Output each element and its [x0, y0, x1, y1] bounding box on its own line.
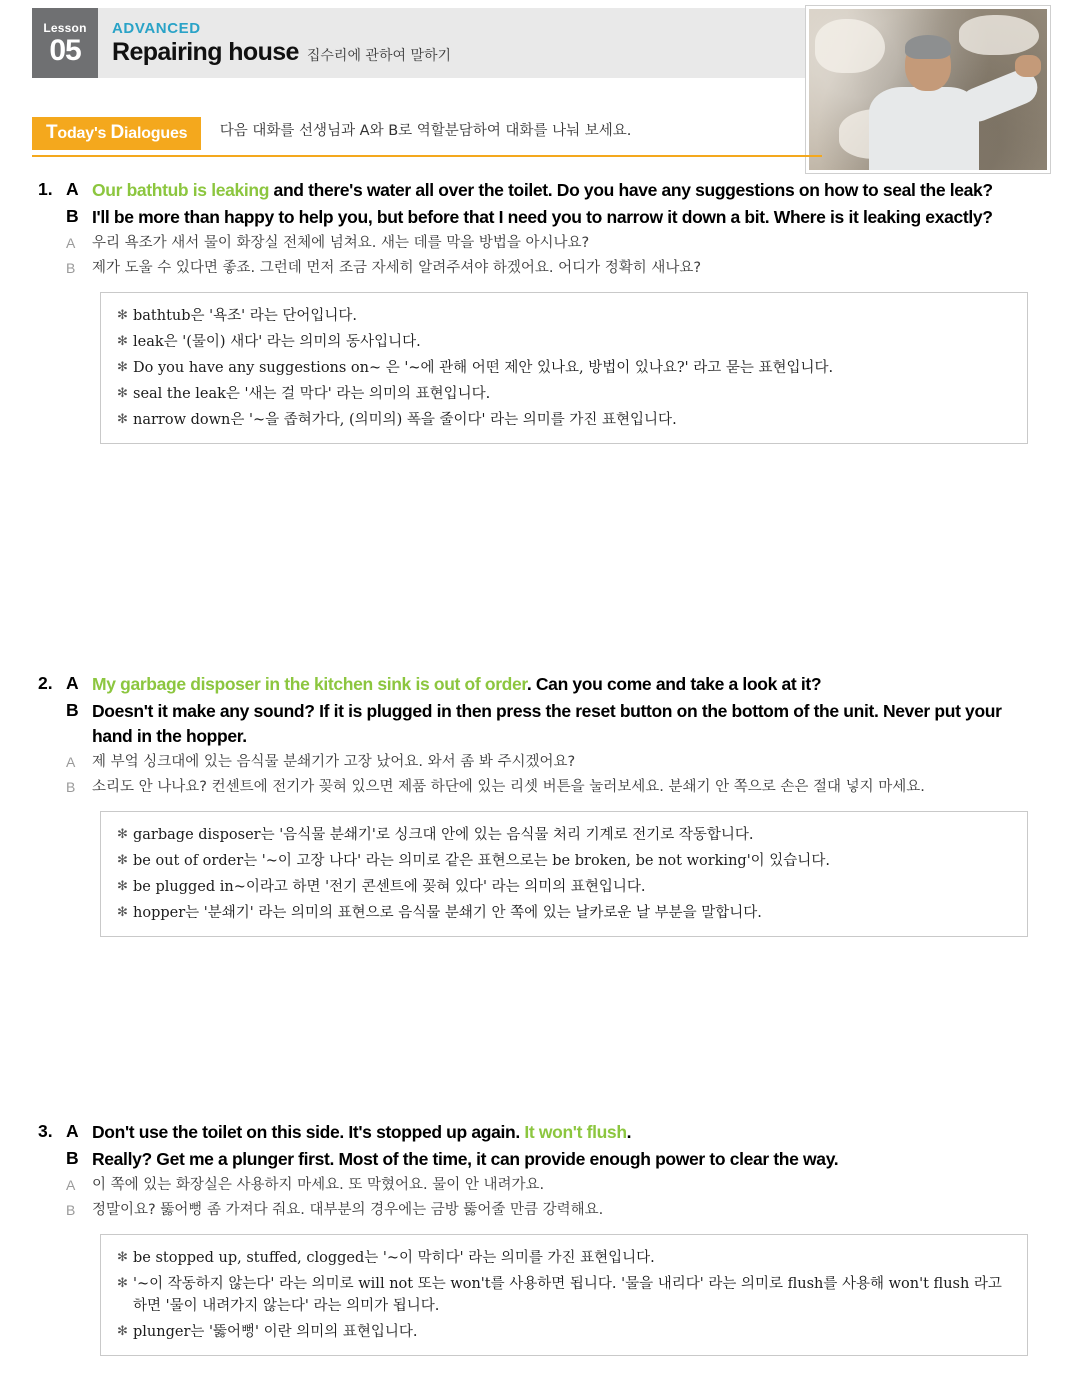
- dialogue-english-b: Really? Get me a plunger first. Most of the time, it can provide enough power to clear the way.: [92, 1149, 839, 1169]
- asterisk-icon: ✻: [117, 853, 128, 868]
- note-item: [117, 902, 1011, 924]
- level-label: ADVANCED: [112, 19, 201, 37]
- speaker-label-a: A: [66, 1121, 79, 1141]
- asterisk-icon: ✻: [117, 308, 128, 323]
- dialogue-line-a: [38, 178, 1044, 203]
- note-text: seal the leak은 '새는 걸 막다' 라는 의미의 표현입니다.: [133, 386, 491, 402]
- photo-plaster-patch: [815, 19, 885, 73]
- notes-box: [100, 811, 1028, 937]
- speaker-label-b: B: [66, 700, 79, 720]
- note-item: [117, 305, 1011, 327]
- note-item: [117, 357, 1011, 379]
- note-item: [117, 876, 1011, 898]
- dialogue-korean-b: 정말이요? 뚫어뻥 좀 가져다 줘요. 대부분의 경우에는 금방 뚫어줄 만큼 강력해요.: [92, 1202, 604, 1218]
- note-text: Do you have any suggestions on~ 은 '~에 관해 어떤 제안 있나요, 방법이 있나요?' 라고 묻는 표현입니다.: [133, 360, 834, 376]
- speaker-label-b: B: [66, 1148, 79, 1168]
- note-text: leak은 '(물이) 새다' 라는 의미의 동사입니다.: [133, 334, 421, 350]
- dialogue-english-a: [92, 672, 1044, 697]
- dialogue-block-1: [38, 178, 1044, 444]
- note-text: bathtub은 '욕조' 라는 단어입니다.: [133, 308, 358, 324]
- note-item: [117, 824, 1011, 846]
- todays-dialogues-section: [32, 117, 822, 157]
- speaker-label-b: B: [66, 206, 79, 226]
- note-text: plunger는 '뚫어뻥' 이란 의미의 표현입니다.: [133, 1324, 418, 1340]
- asterisk-icon: ✻: [117, 412, 128, 427]
- dialogue-korean-line-b: [38, 1200, 1044, 1222]
- note-text: be plugged in~이라고 하면 '전기 콘센트에 꽂혀 있다' 라는 의미의 표현입니다.: [133, 879, 646, 895]
- dialogue-english-a: [92, 1120, 1044, 1145]
- speaker-label-a-korean: A: [66, 235, 76, 251]
- dialogue-korean-b: 소리도 안 나나요? 컨센트에 전기가 꽂혀 있으면 제품 하단에 있는 리셋 버튼을 눌러보세요. 분쇄기 안 쪽으로 손은 절대 넣지 마세요.: [92, 779, 925, 795]
- speaker-label-b-korean: B: [66, 779, 76, 795]
- note-item: [117, 409, 1011, 431]
- asterisk-icon: ✻: [117, 386, 128, 401]
- asterisk-icon: ✻: [117, 360, 128, 375]
- speaker-label-a: A: [66, 179, 79, 199]
- speaker-label-b-korean: B: [66, 1202, 76, 1218]
- section-divider: [32, 155, 822, 157]
- highlighted-phrase: Our bathtub is leaking: [92, 180, 270, 200]
- dialogue-number: 3.: [38, 1121, 53, 1141]
- dialogue-english-a: [92, 178, 1044, 203]
- photo-person-hand: [1015, 55, 1041, 77]
- note-text: '~이 작동하지 않는다' 라는 의미로 will not 또는 won't를 사용하면 됩니다. '물을 내리다' 라는 의미로 flush를 사용해 won't flush 라고 하면 '물이 내려가지 않는다' 라는 의미가 됩니다.: [133, 1276, 1002, 1314]
- section-instruction: 다음 대화를 선생님과 A와 B로 역할분담하여 대화를 나눠 보세요.: [219, 123, 632, 139]
- dialogue-line-b: [38, 205, 1044, 230]
- note-item: [117, 383, 1011, 405]
- note-text: hopper는 '분쇄기' 라는 의미의 표현으로 음식물 분쇄기 안 쪽에 있는 날카로운 날 부분을 말합니다.: [133, 905, 762, 921]
- dialogue-korean-line-a: [38, 1175, 1044, 1197]
- page-title: Repairing house: [112, 37, 299, 66]
- photo-person-body: [869, 87, 979, 172]
- lesson-word: Lesson: [43, 21, 87, 35]
- dialogue-text-rest: and there's water all over the toilet. Do you have any suggestions on how to seal the leak?: [269, 180, 993, 200]
- header-text: [98, 8, 822, 78]
- dialogue-korean-a: 우리 욕조가 새서 물이 화장실 전체에 넘쳐요. 새는 데를 막을 방법을 아시나요?: [92, 235, 590, 251]
- dialogue-block-3: [38, 1120, 1044, 1356]
- speaker-label-b-korean: B: [66, 260, 76, 276]
- dialogue-line-a: [38, 1120, 1044, 1145]
- lesson-number: 05: [49, 34, 81, 67]
- lesson-number-box: [32, 8, 98, 78]
- asterisk-icon: ✻: [117, 1276, 128, 1291]
- note-item: [117, 1247, 1011, 1269]
- photo-plaster-patch: [959, 15, 1039, 55]
- page-title-korean: 집수리에 관하여 말하기: [306, 47, 452, 64]
- note-item: [117, 331, 1011, 353]
- note-item: [117, 850, 1011, 872]
- dialogue-block-2: [38, 672, 1044, 937]
- note-item: [117, 1321, 1011, 1343]
- tag-today: oday's: [57, 125, 111, 142]
- note-text: garbage disposer는 '음식물 분쇄기'로 싱크대 안에 있는 음식물 처리 기계로 전기로 작동합니다.: [133, 827, 754, 843]
- speaker-label-a-korean: A: [66, 1177, 76, 1193]
- asterisk-icon: ✻: [117, 905, 128, 920]
- asterisk-icon: ✻: [117, 1250, 128, 1265]
- note-text: be out of order는 '~이 고장 나다' 라는 의미로 같은 표현으로는 be broken, be not working'이 있습니다.: [133, 853, 830, 869]
- dialogue-korean-line-a: [38, 233, 1044, 255]
- dialogue-text-rest: .: [626, 1122, 632, 1142]
- dialogue-number: 1.: [38, 179, 53, 199]
- note-item: [117, 1273, 1011, 1317]
- lesson-photo: [806, 6, 1050, 173]
- highlighted-phrase: My garbage disposer in the kitchen sink is out of order: [92, 674, 527, 694]
- photo-person-hair: [905, 35, 951, 59]
- dialogue-line-b: [38, 1147, 1044, 1172]
- lesson-header: [32, 8, 822, 78]
- asterisk-icon: ✻: [117, 1324, 128, 1339]
- dialogue-line-b: [38, 699, 1044, 749]
- note-text: be stopped up, stuffed, clogged는 '~이 막히다' 라는 의미를 가진 표현입니다.: [133, 1250, 655, 1266]
- tag-letter-t: T: [46, 122, 58, 143]
- dialogue-korean-b: 제가 도울 수 있다면 좋죠. 그런데 먼저 조금 자세히 알려주셔야 하겠어요. 어디가 정확히 새나요?: [92, 260, 702, 276]
- speaker-label-a: A: [66, 673, 79, 693]
- dialogue-korean-line-a: [38, 752, 1044, 774]
- dialogue-korean-a: 제 부엌 싱크대에 있는 음식물 분쇄기가 고장 났어요. 와서 좀 봐 주시겠어요?: [92, 754, 576, 770]
- highlighted-phrase: It won't flush: [524, 1122, 627, 1142]
- todays-dialogues-tag: [32, 117, 201, 150]
- dialogue-number: 2.: [38, 673, 53, 693]
- dialogue-text-pre: Don't use the toilet on this side. It's stopped up again.: [92, 1122, 525, 1142]
- note-text: narrow down은 '~을 좁혀가다, (의미의) 폭을 줄이다' 라는 의미를 가진 표현입니다.: [133, 412, 677, 428]
- asterisk-icon: ✻: [117, 879, 128, 894]
- notes-box: [100, 292, 1028, 444]
- dialogue-korean-line-b: [38, 777, 1044, 799]
- dialogue-english-b: I'll be more than happy to help you, but before that I need you to narrow it down a bit. Where is it leaking exactly?: [92, 207, 993, 227]
- dialogue-line-a: [38, 672, 1044, 697]
- asterisk-icon: ✻: [117, 827, 128, 842]
- speaker-label-a-korean: A: [66, 754, 76, 770]
- dialogue-text-rest: . Can you come and take a look at it?: [526, 674, 822, 694]
- asterisk-icon: ✻: [117, 334, 128, 349]
- dialogue-korean-line-b: [38, 258, 1044, 280]
- tag-letter-d: D: [110, 122, 125, 143]
- notes-box: [100, 1234, 1028, 1356]
- dialogue-korean-a: 이 쪽에 있는 화장실은 사용하지 마세요. 또 막혔어요. 물이 안 내려가요.: [92, 1177, 545, 1193]
- tag-dialogues: ialogues: [124, 125, 188, 142]
- title-row: [112, 38, 822, 67]
- dialogue-english-b: Doesn't it make any sound? If it is plugged in then press the reset button on the bottom of the unit. Never put your hand in the hopper.: [92, 701, 1002, 746]
